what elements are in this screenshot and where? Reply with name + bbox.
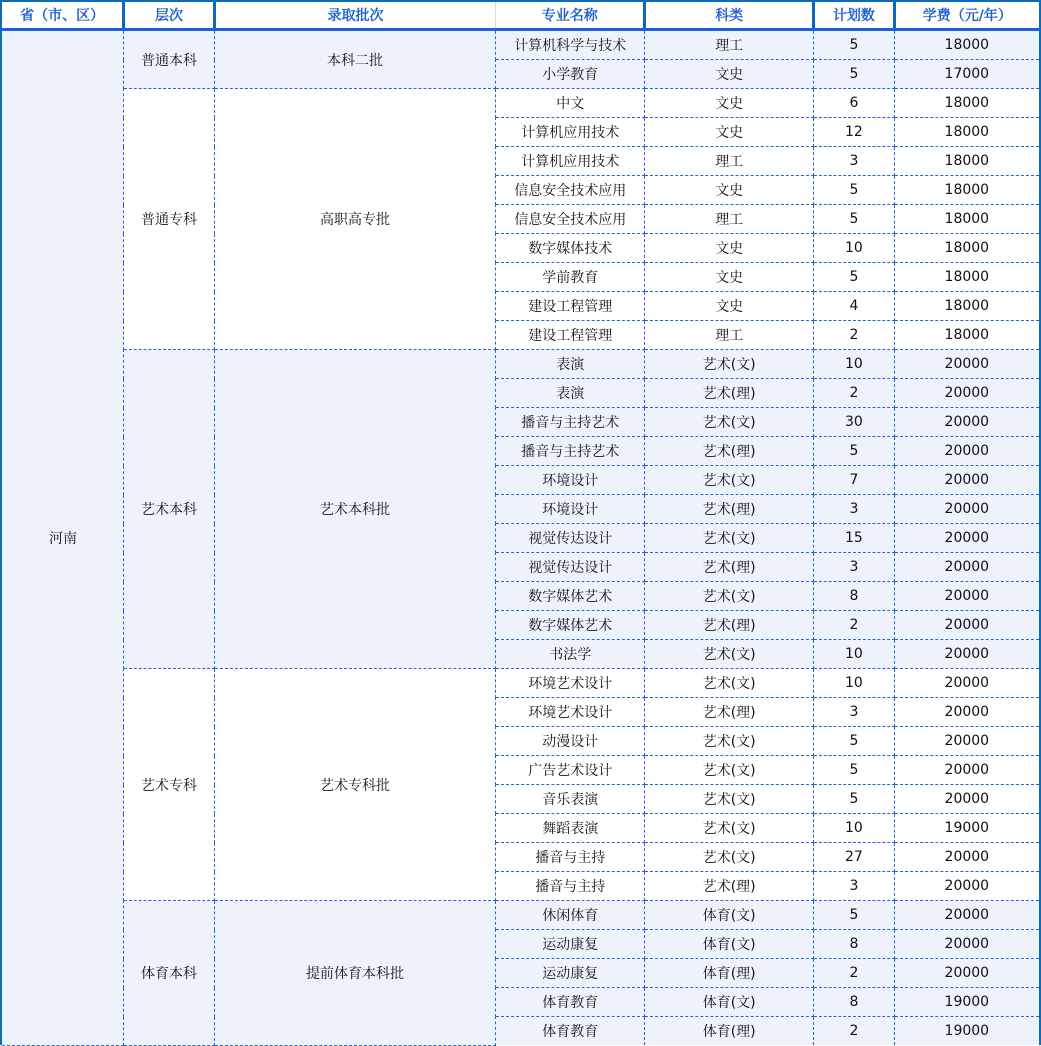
tuition-cell: 20000 bbox=[894, 698, 1039, 727]
plan-count-cell: 5 bbox=[814, 205, 894, 234]
category-cell: 艺术(理) bbox=[645, 611, 814, 640]
batch-cell: 本科二批 bbox=[214, 30, 496, 89]
category-cell: 艺术(文) bbox=[645, 727, 814, 756]
enrollment-plan-table bbox=[2, 2, 1039, 1046]
table-row bbox=[2, 350, 1039, 379]
category-cell: 艺术(理) bbox=[645, 698, 814, 727]
tuition-cell: 20000 bbox=[894, 669, 1039, 698]
category-cell: 艺术(理) bbox=[645, 495, 814, 524]
plan-count-cell: 2 bbox=[814, 959, 894, 988]
category-cell: 文史 bbox=[645, 89, 814, 118]
major-cell: 视觉传达设计 bbox=[496, 524, 645, 553]
category-cell: 文史 bbox=[645, 234, 814, 263]
major-cell: 体育教育 bbox=[496, 1017, 645, 1046]
major-cell: 建设工程管理 bbox=[496, 321, 645, 350]
major-cell: 中文 bbox=[496, 89, 645, 118]
major-cell: 运动康复 bbox=[496, 959, 645, 988]
header-category: 科类 bbox=[645, 2, 814, 30]
category-cell: 艺术(文) bbox=[645, 350, 814, 379]
tuition-cell: 20000 bbox=[894, 611, 1039, 640]
tuition-cell: 18000 bbox=[894, 292, 1039, 321]
tuition-cell: 20000 bbox=[894, 379, 1039, 408]
header-tuition: 学费（元/年） bbox=[894, 2, 1039, 30]
tuition-cell: 18000 bbox=[894, 147, 1039, 176]
plan-count-cell: 3 bbox=[814, 698, 894, 727]
plan-count-cell: 10 bbox=[814, 640, 894, 669]
category-cell: 文史 bbox=[645, 176, 814, 205]
category-cell: 艺术(文) bbox=[645, 669, 814, 698]
table-header-row bbox=[2, 2, 1039, 30]
plan-count-cell: 10 bbox=[814, 814, 894, 843]
tuition-cell: 20000 bbox=[894, 408, 1039, 437]
tuition-cell: 20000 bbox=[894, 582, 1039, 611]
tuition-cell: 20000 bbox=[894, 553, 1039, 582]
major-cell: 环境艺术设计 bbox=[496, 669, 645, 698]
tuition-cell: 19000 bbox=[894, 988, 1039, 1017]
plan-count-cell: 3 bbox=[814, 553, 894, 582]
major-cell: 体育教育 bbox=[496, 988, 645, 1017]
tuition-cell: 18000 bbox=[894, 176, 1039, 205]
tuition-cell: 20000 bbox=[894, 901, 1039, 930]
plan-count-cell: 5 bbox=[814, 901, 894, 930]
tuition-cell: 20000 bbox=[894, 727, 1039, 756]
plan-count-cell: 5 bbox=[814, 30, 894, 60]
plan-count-cell: 8 bbox=[814, 988, 894, 1017]
category-cell: 艺术(文) bbox=[645, 785, 814, 814]
category-cell: 艺术(文) bbox=[645, 814, 814, 843]
category-cell: 体育(文) bbox=[645, 901, 814, 930]
level-cell: 普通专科 bbox=[124, 89, 215, 350]
plan-count-cell: 5 bbox=[814, 437, 894, 466]
category-cell: 艺术(文) bbox=[645, 582, 814, 611]
header-batch: 录取批次 bbox=[214, 2, 496, 30]
tuition-cell: 20000 bbox=[894, 437, 1039, 466]
category-cell: 艺术(理) bbox=[645, 437, 814, 466]
plan-count-cell: 8 bbox=[814, 582, 894, 611]
major-cell: 计算机应用技术 bbox=[496, 147, 645, 176]
plan-count-cell: 2 bbox=[814, 1017, 894, 1046]
plan-count-cell: 2 bbox=[814, 379, 894, 408]
plan-count-cell: 7 bbox=[814, 466, 894, 495]
major-cell: 环境设计 bbox=[496, 495, 645, 524]
header-plan: 计划数 bbox=[814, 2, 894, 30]
table-row bbox=[2, 89, 1039, 118]
category-cell: 体育(文) bbox=[645, 988, 814, 1017]
category-cell: 文史 bbox=[645, 118, 814, 147]
level-cell: 普通本科 bbox=[124, 30, 215, 89]
major-cell: 小学教育 bbox=[496, 60, 645, 89]
major-cell: 表演 bbox=[496, 350, 645, 379]
plan-count-cell: 6 bbox=[814, 89, 894, 118]
category-cell: 理工 bbox=[645, 321, 814, 350]
table-row bbox=[2, 30, 1039, 60]
major-cell: 表演 bbox=[496, 379, 645, 408]
major-cell: 视觉传达设计 bbox=[496, 553, 645, 582]
plan-count-cell: 2 bbox=[814, 321, 894, 350]
major-cell: 播音与主持艺术 bbox=[496, 408, 645, 437]
tuition-cell: 20000 bbox=[894, 350, 1039, 379]
tuition-cell: 20000 bbox=[894, 930, 1039, 959]
plan-count-cell: 10 bbox=[814, 350, 894, 379]
header-level: 层次 bbox=[124, 2, 215, 30]
major-cell: 书法学 bbox=[496, 640, 645, 669]
level-cell: 艺术本科 bbox=[124, 350, 215, 669]
category-cell: 艺术(理) bbox=[645, 553, 814, 582]
level-cell: 艺术专科 bbox=[124, 669, 215, 901]
category-cell: 体育(文) bbox=[645, 930, 814, 959]
category-cell: 艺术(文) bbox=[645, 756, 814, 785]
category-cell: 文史 bbox=[645, 60, 814, 89]
category-cell: 理工 bbox=[645, 205, 814, 234]
major-cell: 舞蹈表演 bbox=[496, 814, 645, 843]
tuition-cell: 18000 bbox=[894, 205, 1039, 234]
tuition-cell: 20000 bbox=[894, 466, 1039, 495]
plan-count-cell: 30 bbox=[814, 408, 894, 437]
category-cell: 文史 bbox=[645, 292, 814, 321]
tuition-cell: 18000 bbox=[894, 263, 1039, 292]
plan-count-cell: 5 bbox=[814, 727, 894, 756]
category-cell: 艺术(文) bbox=[645, 843, 814, 872]
major-cell: 数字媒体艺术 bbox=[496, 611, 645, 640]
tuition-cell: 18000 bbox=[894, 89, 1039, 118]
major-cell: 播音与主持 bbox=[496, 843, 645, 872]
category-cell: 艺术(理) bbox=[645, 872, 814, 901]
plan-count-cell: 3 bbox=[814, 147, 894, 176]
major-cell: 计算机科学与技术 bbox=[496, 30, 645, 60]
tuition-cell: 17000 bbox=[894, 60, 1039, 89]
batch-cell: 艺术专科批 bbox=[214, 669, 496, 901]
batch-cell: 高职高专批 bbox=[214, 89, 496, 350]
plan-count-cell: 27 bbox=[814, 843, 894, 872]
plan-count-cell: 2 bbox=[814, 611, 894, 640]
category-cell: 体育(理) bbox=[645, 959, 814, 988]
plan-count-cell: 12 bbox=[814, 118, 894, 147]
category-cell: 艺术(文) bbox=[645, 524, 814, 553]
category-cell: 艺术(文) bbox=[645, 640, 814, 669]
header-province: 省（市、区） bbox=[2, 2, 124, 30]
batch-cell: 提前体育本科批 bbox=[214, 901, 496, 1046]
plan-count-cell: 5 bbox=[814, 60, 894, 89]
major-cell: 环境艺术设计 bbox=[496, 698, 645, 727]
header-major: 专业名称 bbox=[496, 2, 645, 30]
plan-count-cell: 5 bbox=[814, 263, 894, 292]
major-cell: 信息安全技术应用 bbox=[496, 176, 645, 205]
category-cell: 艺术(文) bbox=[645, 408, 814, 437]
plan-count-cell: 5 bbox=[814, 756, 894, 785]
tuition-cell: 20000 bbox=[894, 959, 1039, 988]
tuition-cell: 18000 bbox=[894, 30, 1039, 60]
tuition-cell: 20000 bbox=[894, 640, 1039, 669]
category-cell: 理工 bbox=[645, 147, 814, 176]
major-cell: 环境设计 bbox=[496, 466, 645, 495]
level-cell: 体育本科 bbox=[124, 901, 215, 1046]
major-cell: 数字媒体艺术 bbox=[496, 582, 645, 611]
plan-count-cell: 3 bbox=[814, 495, 894, 524]
batch-cell: 艺术本科批 bbox=[214, 350, 496, 669]
tuition-cell: 18000 bbox=[894, 234, 1039, 263]
plan-count-cell: 5 bbox=[814, 785, 894, 814]
major-cell: 广告艺术设计 bbox=[496, 756, 645, 785]
major-cell: 运动康复 bbox=[496, 930, 645, 959]
category-cell: 体育(理) bbox=[645, 1017, 814, 1046]
tuition-cell: 20000 bbox=[894, 495, 1039, 524]
tuition-cell: 18000 bbox=[894, 321, 1039, 350]
province-cell: 河南 bbox=[2, 30, 124, 1046]
major-cell: 播音与主持 bbox=[496, 872, 645, 901]
plan-count-cell: 15 bbox=[814, 524, 894, 553]
category-cell: 艺术(理) bbox=[645, 379, 814, 408]
category-cell: 理工 bbox=[645, 30, 814, 60]
major-cell: 信息安全技术应用 bbox=[496, 205, 645, 234]
major-cell: 休闲体育 bbox=[496, 901, 645, 930]
table-row bbox=[2, 669, 1039, 698]
plan-count-cell: 5 bbox=[814, 176, 894, 205]
major-cell: 播音与主持艺术 bbox=[496, 437, 645, 466]
tuition-cell: 20000 bbox=[894, 843, 1039, 872]
major-cell: 计算机应用技术 bbox=[496, 118, 645, 147]
tuition-cell: 19000 bbox=[894, 814, 1039, 843]
category-cell: 艺术(文) bbox=[645, 466, 814, 495]
plan-count-cell: 10 bbox=[814, 669, 894, 698]
plan-count-cell: 3 bbox=[814, 872, 894, 901]
table-row bbox=[2, 901, 1039, 930]
category-cell: 文史 bbox=[645, 263, 814, 292]
table-body bbox=[2, 30, 1039, 1046]
tuition-cell: 20000 bbox=[894, 524, 1039, 553]
major-cell: 建设工程管理 bbox=[496, 292, 645, 321]
plan-count-cell: 10 bbox=[814, 234, 894, 263]
tuition-cell: 20000 bbox=[894, 872, 1039, 901]
tuition-cell: 18000 bbox=[894, 118, 1039, 147]
major-cell: 动漫设计 bbox=[496, 727, 645, 756]
major-cell: 音乐表演 bbox=[496, 785, 645, 814]
major-cell: 学前教育 bbox=[496, 263, 645, 292]
tuition-cell: 20000 bbox=[894, 756, 1039, 785]
plan-count-cell: 4 bbox=[814, 292, 894, 321]
plan-count-cell: 8 bbox=[814, 930, 894, 959]
tuition-cell: 19000 bbox=[894, 1017, 1039, 1046]
major-cell: 数字媒体技术 bbox=[496, 234, 645, 263]
tuition-cell: 20000 bbox=[894, 785, 1039, 814]
